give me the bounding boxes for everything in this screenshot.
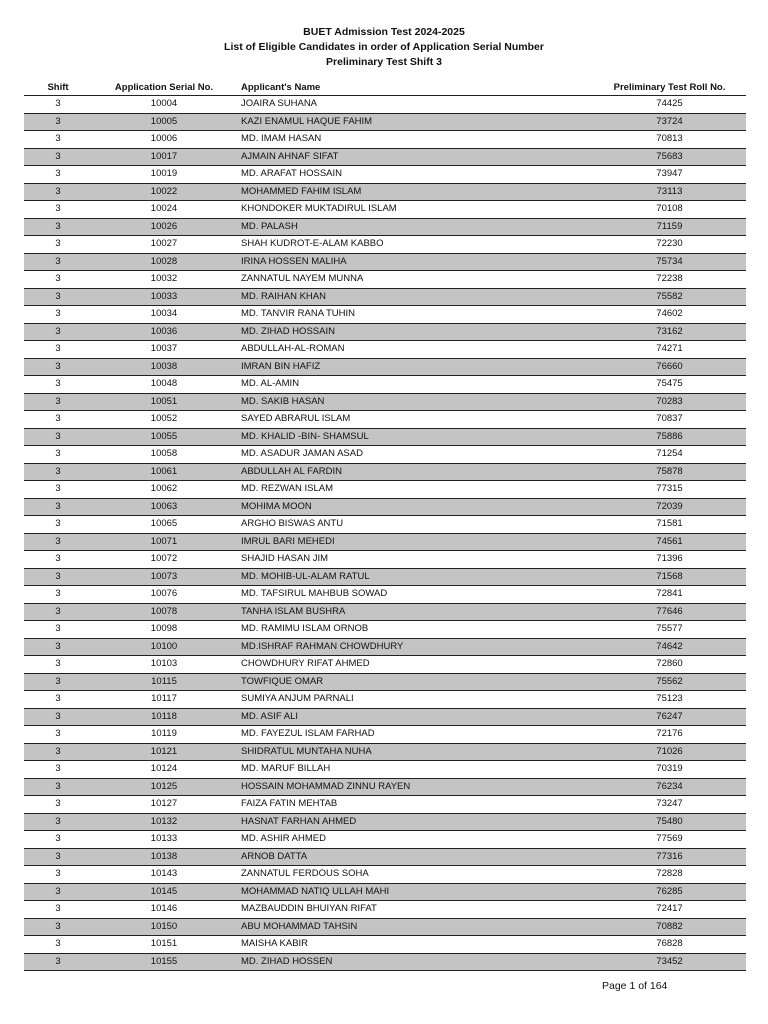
cell-name: SAYED ABRARUL ISLAM (241, 413, 351, 424)
cell-name: JOAIRA SUHANA (241, 98, 318, 109)
cell-name: MD. AL-AMIN (241, 378, 300, 389)
cell-shift: 3 (55, 168, 61, 179)
cell-name: TOWFIQUE OMAR (241, 675, 324, 687)
cell-name: MD. ASHIR AHMED (241, 833, 326, 844)
cell-roll: 70319 (656, 763, 683, 774)
cell-roll: 71396 (656, 553, 683, 564)
cell-shift: 3 (55, 395, 61, 407)
cell-roll: 75683 (656, 150, 683, 162)
table-row (24, 236, 746, 254)
cell-roll: 75734 (656, 255, 683, 267)
cell-roll: 74642 (656, 640, 683, 652)
cell-name: SHAJID HASAN JIM (241, 553, 329, 564)
cell-name: KHONDOKER MUKTADIRUL ISLAM (241, 203, 397, 214)
cell-shift: 3 (55, 920, 61, 932)
cell-roll: 73162 (656, 325, 683, 337)
table-row (24, 569, 746, 587)
cell-serial: 10051 (150, 395, 178, 407)
cell-shift: 3 (55, 133, 61, 144)
cell-roll: 75878 (656, 465, 683, 477)
column-header-shift: Shift (47, 82, 69, 93)
table-row (24, 726, 746, 744)
cell-name: HASNAT FARHAN AHMED (241, 815, 357, 827)
cell-serial: 10065 (150, 518, 178, 529)
cell-serial: 10004 (150, 98, 178, 109)
cell-shift: 3 (55, 850, 61, 862)
cell-roll: 70837 (656, 413, 683, 424)
cell-roll: 73947 (656, 168, 683, 179)
cell-roll: 70283 (656, 395, 683, 407)
cell-roll: 73724 (656, 115, 683, 127)
cell-shift: 3 (55, 290, 61, 302)
cell-shift: 3 (55, 273, 61, 284)
cell-name: MD. ARAFAT HOSSAIN (241, 168, 343, 179)
cell-name: TANHA ISLAM BUSHRA (241, 605, 346, 617)
cell-name: SUMIYA ANJUM PARNALI (241, 693, 354, 704)
cell-name: MAZBAUDDIN BHUIYAN RIFAT (241, 903, 377, 914)
cell-name: MD. REZWAN ISLAM (241, 483, 334, 494)
table-row (24, 184, 746, 202)
table-row (24, 954, 746, 972)
table-row (24, 376, 746, 394)
cell-name: CHOWDHURY RIFAT AHMED (241, 658, 370, 669)
cell-name: MD. RAIHAN KHAN (241, 290, 326, 302)
cell-roll: 77646 (656, 605, 683, 617)
cell-shift: 3 (55, 238, 61, 249)
cell-serial: 10146 (150, 903, 178, 914)
table-row (24, 639, 746, 657)
cell-serial: 10119 (151, 728, 177, 739)
cell-roll: 77315 (656, 483, 683, 494)
cell-name: MD. ZIHAD HOSSAIN (241, 325, 335, 337)
cell-roll: 71568 (656, 570, 683, 582)
cell-roll: 72841 (656, 588, 683, 599)
cell-shift: 3 (55, 903, 61, 914)
cell-shift: 3 (55, 220, 61, 232)
cell-name: MD.ISHRAF RAHMAN CHOWDHURY (241, 640, 404, 652)
cell-serial: 10124 (150, 763, 178, 774)
cell-name: MD. SAKIB HASAN (241, 395, 325, 407)
cell-roll: 74561 (656, 535, 683, 547)
cell-shift: 3 (55, 553, 61, 564)
table-row (24, 359, 746, 377)
cell-shift: 3 (55, 763, 61, 774)
cell-shift: 3 (55, 500, 61, 512)
table-row (24, 779, 746, 797)
cell-name: MAISHA KABIR (241, 938, 309, 949)
cell-roll: 72860 (656, 658, 683, 669)
cell-serial: 10073 (150, 570, 178, 582)
cell-serial: 10062 (150, 483, 178, 494)
table-row (24, 481, 746, 499)
cell-serial: 10145 (150, 885, 178, 897)
cell-shift: 3 (55, 378, 61, 389)
cell-shift: 3 (55, 185, 61, 197)
cell-serial: 10048 (150, 378, 178, 389)
cell-roll: 72828 (656, 868, 683, 879)
document-subtitle: List of Eligible Candidates in order of Application Serial Number (224, 41, 544, 53)
cell-name: MD. KHALID -BIN- SHAMSUL (241, 430, 369, 442)
cell-serial: 10022 (150, 185, 178, 197)
cell-roll: 72176 (656, 728, 683, 739)
table-row (24, 324, 746, 342)
cell-serial: 10026 (150, 220, 178, 232)
table-row (24, 866, 746, 884)
table-row (24, 796, 746, 814)
cell-name: ZANNATUL FERDOUS SOHA (241, 868, 369, 879)
candidates-table (24, 81, 746, 971)
table-row (24, 289, 746, 307)
table-body (24, 96, 746, 971)
cell-shift: 3 (55, 833, 61, 844)
cell-name: ABU MOHAMMAD TAHSIN (241, 920, 358, 932)
cell-shift: 3 (55, 745, 61, 757)
table-row (24, 254, 746, 272)
cell-shift: 3 (55, 203, 61, 214)
table-row (24, 831, 746, 849)
table-row (24, 114, 746, 132)
cell-shift: 3 (55, 885, 61, 897)
cell-roll: 70882 (656, 920, 683, 932)
cell-serial: 10033 (150, 290, 178, 302)
cell-serial: 10038 (150, 360, 178, 372)
table-row (24, 516, 746, 534)
table-row (24, 429, 746, 447)
column-header-serial: Application Serial No. (114, 82, 214, 93)
cell-shift: 3 (55, 640, 61, 652)
cell-serial: 10100 (150, 640, 178, 652)
cell-name: SHIDRATUL MUNTAHA NUHA (241, 745, 372, 757)
cell-roll: 75886 (656, 430, 683, 442)
table-row (24, 534, 746, 552)
cell-shift: 3 (55, 98, 61, 109)
table-row (24, 219, 746, 237)
cell-name: MD. PALASH (241, 220, 298, 232)
cell-shift: 3 (55, 535, 61, 547)
column-header-roll: Preliminary Test Roll No. (613, 82, 726, 93)
cell-serial: 10017 (150, 150, 178, 162)
cell-name: IRINA HOSSEN MALIHA (241, 255, 347, 267)
cell-shift: 3 (55, 938, 61, 949)
cell-serial: 10155 (150, 955, 178, 967)
cell-shift: 3 (55, 465, 61, 477)
cell-roll: 72230 (656, 238, 683, 249)
table-row (24, 96, 746, 114)
cell-shift: 3 (55, 343, 61, 354)
cell-shift: 3 (55, 728, 61, 739)
cell-serial: 10036 (150, 325, 178, 337)
cell-name: MOHIMA MOON (241, 500, 312, 512)
cell-roll: 77569 (656, 833, 683, 844)
table-row (24, 621, 746, 639)
cell-roll: 71254 (656, 448, 683, 459)
cell-name: ABDULLAH AL FARDIN (241, 465, 343, 477)
cell-roll: 74271 (656, 343, 683, 354)
table-row (24, 131, 746, 149)
cell-roll: 72417 (656, 903, 683, 914)
cell-serial: 10103 (150, 658, 178, 669)
cell-serial: 10125 (150, 780, 178, 792)
cell-name: MD. IMAM HASAN (241, 133, 322, 144)
cell-shift: 3 (55, 675, 61, 687)
table-row (24, 656, 746, 674)
cell-roll: 75475 (656, 378, 683, 389)
table-row (24, 919, 746, 937)
table-row (24, 936, 746, 954)
cell-roll: 73247 (656, 798, 683, 809)
cell-serial: 10127 (150, 798, 178, 809)
cell-roll: 70813 (656, 133, 683, 144)
cell-serial: 10143 (150, 868, 178, 879)
cell-shift: 3 (55, 693, 61, 704)
table-row (24, 761, 746, 779)
cell-shift: 3 (55, 150, 61, 162)
table-row (24, 271, 746, 289)
cell-serial: 10133 (150, 833, 178, 844)
table-row (24, 499, 746, 517)
cell-roll: 71581 (656, 518, 683, 529)
table-row (24, 394, 746, 412)
cell-shift: 3 (55, 518, 61, 529)
table-row (24, 604, 746, 622)
cell-shift: 3 (55, 308, 61, 319)
column-header-name: Applicant's Name (241, 82, 321, 93)
cell-roll: 76660 (656, 360, 683, 372)
cell-name: MOHAMMED FAHIM ISLAM (241, 185, 362, 197)
cell-name: MD. TANVIR RANA TUHIN (241, 308, 356, 319)
document-title: BUET Admission Test 2024-2025 (303, 26, 465, 38)
cell-roll: 71159 (656, 220, 683, 232)
cell-roll: 75480 (656, 815, 683, 827)
cell-shift: 3 (55, 868, 61, 879)
cell-name: ABDULLAH-AL-ROMAN (241, 343, 345, 354)
table-row (24, 149, 746, 167)
cell-serial: 10132 (150, 815, 178, 827)
cell-serial: 10034 (150, 308, 178, 319)
cell-roll: 70108 (656, 203, 683, 214)
cell-shift: 3 (55, 115, 61, 127)
cell-serial: 10058 (150, 448, 178, 459)
table-row (24, 884, 746, 902)
table-row (24, 691, 746, 709)
cell-name: ARGHO BISWAS ANTU (241, 518, 344, 529)
cell-roll: 76234 (656, 780, 683, 792)
cell-name: MD. TAFSIRUL MAHBUB SOWAD (241, 588, 388, 599)
cell-name: KAZI ENAMUL HAQUE FAHIM (241, 115, 373, 127)
cell-serial: 10151 (150, 938, 178, 949)
cell-roll: 75582 (656, 290, 683, 302)
cell-shift: 3 (55, 605, 61, 617)
table-row (24, 411, 746, 429)
cell-name: MD. RAMIMU ISLAM ORNOB (241, 623, 369, 634)
cell-shift: 3 (55, 710, 61, 722)
cell-roll: 75562 (656, 675, 683, 687)
cell-serial: 10037 (150, 343, 178, 354)
cell-serial: 10006 (150, 133, 178, 144)
table-row (24, 306, 746, 324)
cell-shift: 3 (55, 588, 61, 599)
cell-roll: 76828 (656, 938, 683, 949)
cell-name: AJMAIN AHNAF SIFAT (241, 150, 339, 162)
cell-serial: 10071 (150, 535, 178, 547)
cell-roll: 74425 (656, 98, 683, 109)
cell-name: IMRUL BARI MEHEDI (241, 535, 335, 547)
cell-shift: 3 (55, 570, 61, 582)
cell-serial: 10098 (150, 623, 178, 634)
cell-name: MD. ASIF ALI (241, 710, 299, 722)
cell-shift: 3 (55, 658, 61, 669)
cell-serial: 10076 (150, 588, 178, 599)
cell-shift: 3 (55, 325, 61, 337)
table-row (24, 341, 746, 359)
cell-roll: 73113 (656, 185, 683, 197)
table-row (24, 586, 746, 604)
cell-name: MD. MARUF BILLAH (241, 763, 331, 774)
cell-roll: 76285 (656, 885, 683, 897)
cell-roll: 74602 (656, 308, 683, 319)
cell-shift: 3 (55, 623, 61, 634)
cell-roll: 77316 (656, 850, 683, 862)
cell-name: FAIZA FATIN MEHTAB (241, 798, 338, 809)
table-row (24, 464, 746, 482)
cell-serial: 10028 (150, 255, 178, 267)
cell-name: HOSSAIN MOHAMMAD ZINNU RAYEN (241, 780, 411, 792)
table-row (24, 849, 746, 867)
cell-name: IMRAN BIN HAFIZ (241, 360, 321, 372)
cell-serial: 10072 (150, 553, 178, 564)
cell-serial: 10121 (150, 745, 178, 757)
cell-serial: 10024 (150, 203, 178, 214)
cell-serial: 10027 (150, 238, 178, 249)
cell-name: ARNOB DATTA (241, 850, 308, 862)
cell-serial: 10052 (150, 413, 178, 424)
cell-shift: 3 (55, 798, 61, 809)
cell-roll: 73452 (656, 955, 683, 967)
cell-roll: 72238 (656, 273, 683, 284)
cell-serial: 10118 (151, 710, 177, 722)
table-row (24, 201, 746, 219)
table-header (24, 81, 746, 96)
cell-serial: 10138 (150, 850, 178, 862)
cell-name: SHAH KUDROT-E-ALAM KABBO (241, 238, 384, 249)
cell-shift: 3 (55, 780, 61, 792)
cell-shift: 3 (55, 360, 61, 372)
cell-serial: 10005 (150, 115, 178, 127)
cell-serial: 10115 (151, 675, 177, 687)
cell-name: MD. ZIHAD HOSSEN (241, 955, 333, 967)
table-row (24, 446, 746, 464)
cell-serial: 10019 (150, 168, 178, 179)
table-row (24, 814, 746, 832)
cell-shift: 3 (55, 430, 61, 442)
table-row (24, 551, 746, 569)
cell-serial: 10061 (150, 465, 178, 477)
cell-name: MD. ASADUR JAMAN ASAD (241, 448, 363, 459)
cell-roll: 71026 (656, 745, 683, 757)
cell-shift: 3 (55, 255, 61, 267)
document-header (0, 25, 768, 70)
cell-shift: 3 (55, 815, 61, 827)
cell-shift: 3 (55, 483, 61, 494)
page-number: Page 1 of 164 (602, 980, 668, 992)
cell-name: MD. MOHIB-UL-ALAM RATUL (241, 570, 370, 582)
table-row (24, 709, 746, 727)
cell-serial: 10055 (150, 430, 178, 442)
cell-name: ZANNATUL NAYEM MUNNA (241, 273, 364, 284)
cell-serial: 10032 (150, 273, 178, 284)
cell-shift: 3 (55, 413, 61, 424)
shift-title: Preliminary Test Shift 3 (326, 56, 442, 68)
cell-serial: 10117 (151, 693, 177, 704)
cell-roll: 75123 (656, 693, 683, 704)
cell-roll: 76247 (656, 710, 683, 722)
cell-shift: 3 (55, 955, 61, 967)
table-row (24, 901, 746, 919)
table-row (24, 166, 746, 184)
cell-roll: 75577 (656, 623, 683, 634)
cell-name: MD. FAYEZUL ISLAM FARHAD (241, 728, 375, 739)
cell-serial: 10063 (150, 500, 178, 512)
table-row (24, 674, 746, 692)
cell-serial: 10150 (150, 920, 178, 932)
cell-shift: 3 (55, 448, 61, 459)
table-row (24, 744, 746, 762)
cell-name: MOHAMMAD NATIQ ULLAH MAHI (241, 885, 390, 897)
cell-roll: 72039 (656, 500, 683, 512)
cell-serial: 10078 (150, 605, 178, 617)
